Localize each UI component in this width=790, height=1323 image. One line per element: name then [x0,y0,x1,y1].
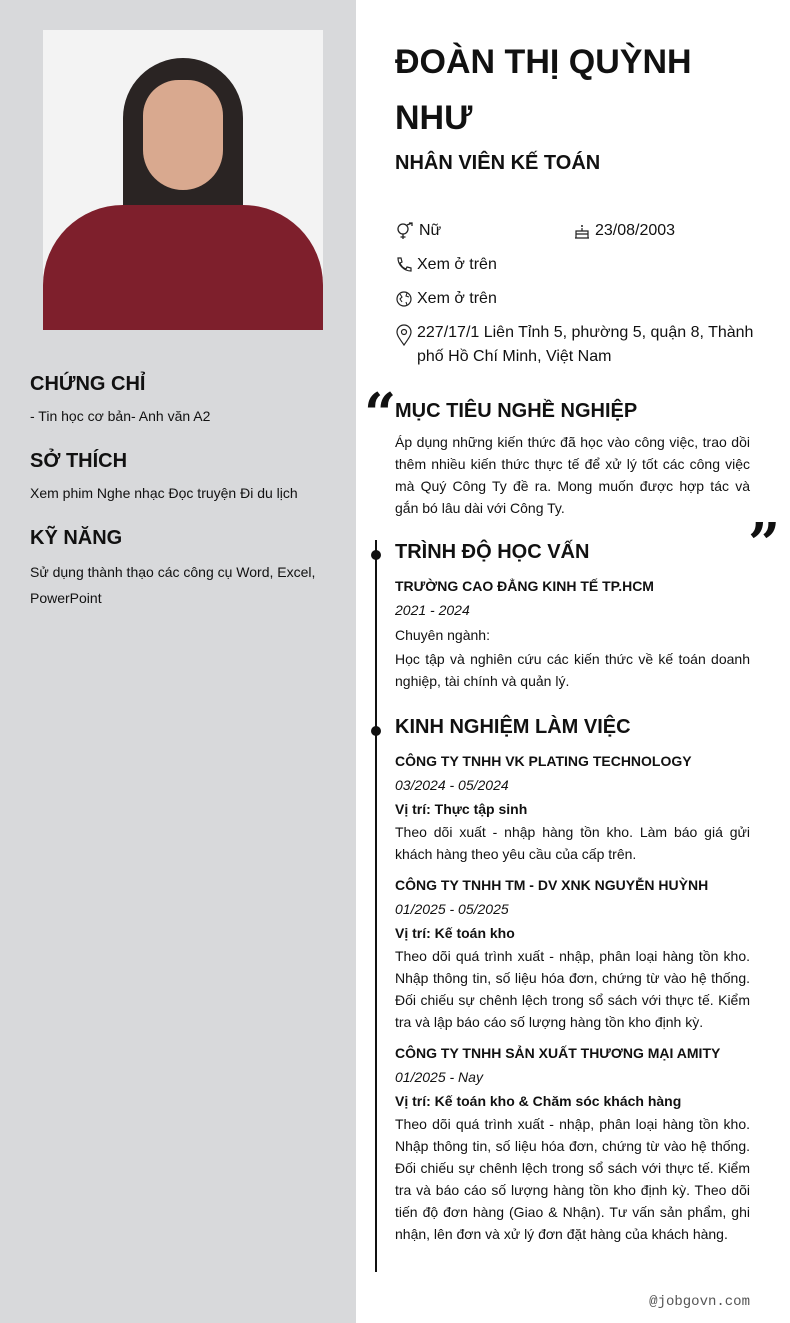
education-major: Chuyên ngành: [395,627,490,643]
birthday-value: 23/08/2003 [595,222,676,239]
experience-heading: KINH NGHIỆM LÀM VIỆC [395,716,631,738]
gender-icon [395,222,415,240]
birthday-info [573,219,675,243]
location-pin-icon [395,324,413,346]
education-desc: Học tập và nghiên cứu các kiến thức về kế toán doanh nghiệp, tài chính và quản lý. [395,651,750,689]
address-value: 227/17/1 Liên Tỉnh 5, phường 5, quận 8, Thành phố Hồ Chí Minh, Việt Nam [417,324,754,365]
job-entry [395,873,750,1033]
timeline-dot [371,726,381,736]
timeline-dot [371,550,381,560]
address-info [395,321,755,369]
job-desc: Theo dõi xuất - nhập hàng tồn kho. Làm báo giá gửi khách hàng theo yêu cầu của cấp trên. [395,824,750,862]
experience-section [395,716,750,1245]
timeline-line [375,540,377,1272]
job-dates: 01/2025 - 05/2025 [395,901,509,917]
job-entry [395,1041,750,1245]
website-info [395,287,497,311]
company-name: CÔNG TY TNHH TM - DV XNK NGUYỄN HUỲNH [395,877,709,893]
close-quote-icon: ” [748,511,781,577]
job-dates: 01/2025 - Nay [395,1069,483,1085]
objective-heading: MỤC TIÊU NGHỀ NGHIỆP [395,400,638,422]
profile-photo [43,30,323,330]
hobbies-text: Xem phim Nghe nhạc Đọc truyện Đi du lịch [30,485,298,501]
phone-icon [395,256,413,274]
job-entry [395,749,750,865]
education-section [395,541,750,692]
objective-text: Áp dụng những kiến thức đã học vào công việc, trao dồi thêm nhiều kiến thức thực tế để xử lý tốt các công việc mà Quý Công Ty đề ra. Mong muốn được hợp tác và gắn bó lâu dài với Công Ty. [395,434,750,516]
job-position: Vị trí: Thực tập sinh [395,801,528,817]
sidebar [0,0,356,1323]
certificates-heading: CHỨNG CHỈ [30,373,146,395]
education-dates: 2021 - 2024 [395,602,470,618]
school-name: TRƯỜNG CAO ĐẲNG KINH TẾ TP.HCM [395,578,654,594]
job-position: Vị trí: Kế toán kho & Chăm sóc khách hàng [395,1093,682,1109]
website-value: Xem ở trên [417,290,497,307]
job-title: NHÂN VIÊN KẾ TOÁN [395,152,601,174]
company-name: CÔNG TY TNHH SẢN XUẤT THƯƠNG MẠI AMITY [395,1045,721,1061]
gender-info [395,219,441,243]
job-dates: 03/2024 - 05/2024 [395,777,509,793]
candidate-name: ĐOÀN THỊ QUỲNH NHƯ [395,43,692,137]
company-name: CÔNG TY TNHH VK PLATING TECHNOLOGY [395,753,692,769]
phone-value: Xem ở trên [417,256,497,273]
job-desc: Theo dõi quá trình xuất - nhập, phân loại hàng tồn kho. Nhập thông tin, số liệu hóa đơn, chứng từ vào hệ thống. Đối chiếu sự chênh lệch trong sổ sách với thực tế. Kiểm tra và lập báo cáo số lượng hàng tồn kho định kỳ. [395,948,750,1030]
hobbies-heading: SỞ THÍCH [30,450,128,472]
skills-heading: KỸ NĂNG [30,527,123,549]
job-desc: Theo dõi quá trình xuất - nhập, phân loại hàng tồn kho. Nhập thông tin, số liệu hóa đơn, chứng từ vào hệ thống. Đối chiếu sự chênh lệch trong sổ sách với thực tế. Kiểm tra và báo cáo số lượng hàng tồn kho định kỳ. Theo dõi tiến độ đơn hàng (Giao & Nhận). Tư vấn sản phẩm, ghi nhận, lên đơn và xử lý đơn đặt hàng của khách hàng. [395,1116,750,1242]
skills-text: Sử dụng thành thạo các công cụ Word, Excel, PowerPoint [30,564,316,606]
open-quote-icon: “ [364,381,397,447]
footer-watermark: @jobgovn.com [649,1294,750,1310]
job-position: Vị trí: Kế toán kho [395,925,515,941]
cake-icon [573,222,591,240]
phone-info [395,253,497,277]
gender-value: Nữ [419,222,442,239]
certificates-text: - Tin học cơ bản- Anh văn A2 [30,408,211,424]
education-heading: TRÌNH ĐỘ HỌC VẤN [395,541,590,563]
globe-icon [395,290,413,308]
